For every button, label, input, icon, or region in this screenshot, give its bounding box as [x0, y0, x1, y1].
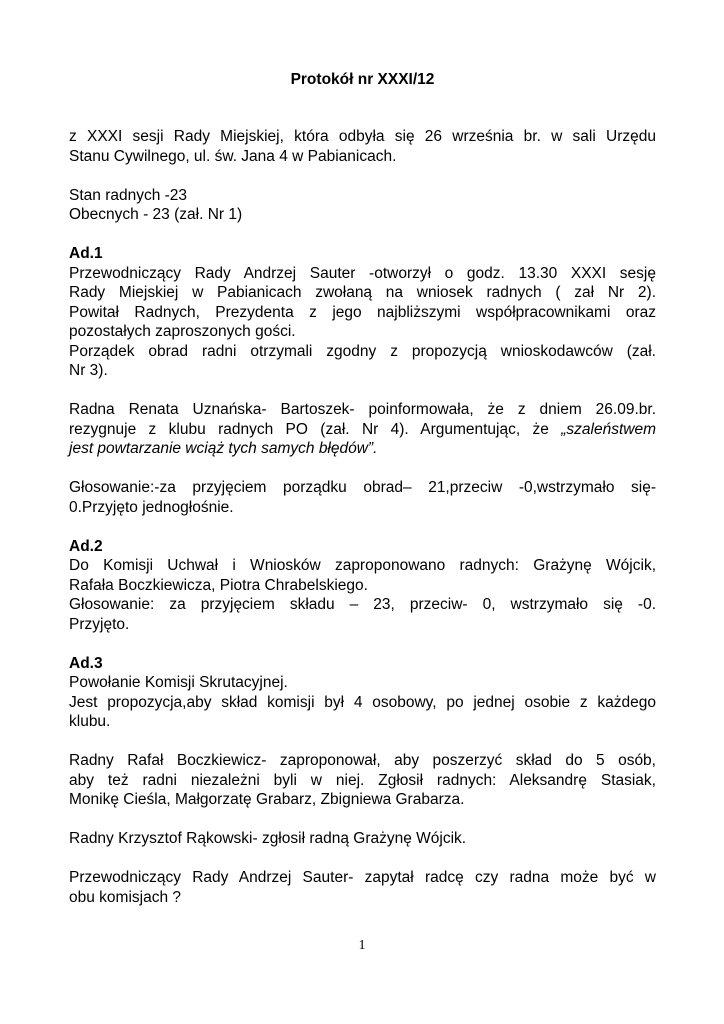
text-line: aby też radni niezależni byli w niej. Zgłosił radnych: Aleksandrę Stasiak, [69, 771, 656, 789]
resignation-paragraph [69, 400, 656, 459]
text-line: klubu. [69, 713, 111, 730]
text-line [69, 420, 656, 440]
stan-radnych: Stan radnych -23 [69, 186, 188, 204]
nomination-paragraph [69, 829, 656, 849]
attendance-paragraph [69, 186, 656, 225]
text-line: Radny Krzysztof Rąkowski- zgłosił radną Grażynę Wójcik. [69, 830, 467, 847]
document-body [69, 127, 656, 927]
proposal-paragraph [69, 751, 656, 810]
text-line: Powitał Radnych, Prezydenta z jego najbliższymi współpracownikami oraz [69, 303, 656, 321]
text-line: Radna Renata Uznańska- Bartoszek- poinformowała, że z dniem 26.09.br. [69, 401, 656, 418]
text-line: Głosowanie:-za przyjęciem porządku obrad– 21,przeciw -0,wstrzymało się- [69, 479, 656, 496]
text-line: Do Komisji Uchwał i Wniosków zaproponowano radnych: Grażynę Wójcik, [69, 557, 656, 574]
ad1-heading: Ad.1 [69, 245, 103, 262]
text-segment: rezygnuje z klubu radnych PO (zał. Nr 4). Argumentując, że [69, 420, 562, 438]
text-line: Nr 3). [69, 362, 108, 379]
text-line: Jest propozycja,aby skład komisji był 4 osobowy, po jednej osobie z każdego [69, 693, 656, 711]
text-line: Monikę Cieśla, Małgorzatę Grabarz, Zbigniewa Grabarza. [69, 791, 465, 808]
text-line [69, 439, 656, 459]
text-line: Radny Rafał Boczkiewicz- zaproponował, aby poszerzyć skład do 5 osób, [69, 752, 656, 769]
ad2-heading: Ad.2 [69, 537, 103, 555]
text-line: Stanu Cywilnego, ul. św. Jana 4 w Pabianicach. [69, 147, 397, 165]
ad3-heading: Ad.3 [69, 654, 103, 672]
text-line: Rady Miejskiej w Pabianicach zwołaną na wniosek radnych ( zał Nr 2). [69, 284, 656, 301]
vote-paragraph [69, 478, 656, 517]
ad2-section [69, 537, 656, 635]
text-line: Porządek obrad radni otrzymali zgodny z propozycją wnioskodawców (zał. [69, 342, 656, 360]
intro-paragraph [69, 127, 656, 166]
document-title: Protokół nr XXXI/12 [290, 71, 435, 88]
text-line: 0.Przyjęto jednogłośnie. [69, 498, 234, 516]
quote-text: „szaleństwem [561, 420, 656, 438]
quote-text: jest powtarzanie wciąż tych samych błędów”. [69, 440, 378, 457]
text-line: Rafała Boczkiewicza, Piotra Chrabelskiego. [69, 576, 368, 594]
page-number: 1 [358, 938, 366, 953]
ad1-section [69, 244, 656, 381]
text-line: Przyjęto. [69, 615, 130, 633]
text-line: Głosowanie: za przyjęciem składu – 23, przeciw- 0, wstrzymało się -0. [69, 596, 656, 613]
obecnych: Obecnych - 23 (zał. Nr 1) [69, 206, 243, 223]
text-line: z XXXI sesji Rady Miejskiej, która odbyła się 26 września br. w sali Urzędu [69, 128, 656, 145]
text-line: Powołanie Komisji Skrutacyjnej. [69, 674, 288, 691]
ad3-section [69, 654, 656, 732]
text-line: pozostałych zaproszonych gości. [69, 323, 296, 340]
text-line: Przewodniczący Rady Andrzej Sauter- zapytał radcę czy radna może być w [69, 869, 656, 886]
text-line: obu komisjach ? [69, 888, 182, 906]
question-paragraph [69, 868, 656, 907]
text-line: Przewodniczący Rady Andrzej Sauter -otworzył o godz. 13.30 XXXI sesję [69, 264, 656, 282]
